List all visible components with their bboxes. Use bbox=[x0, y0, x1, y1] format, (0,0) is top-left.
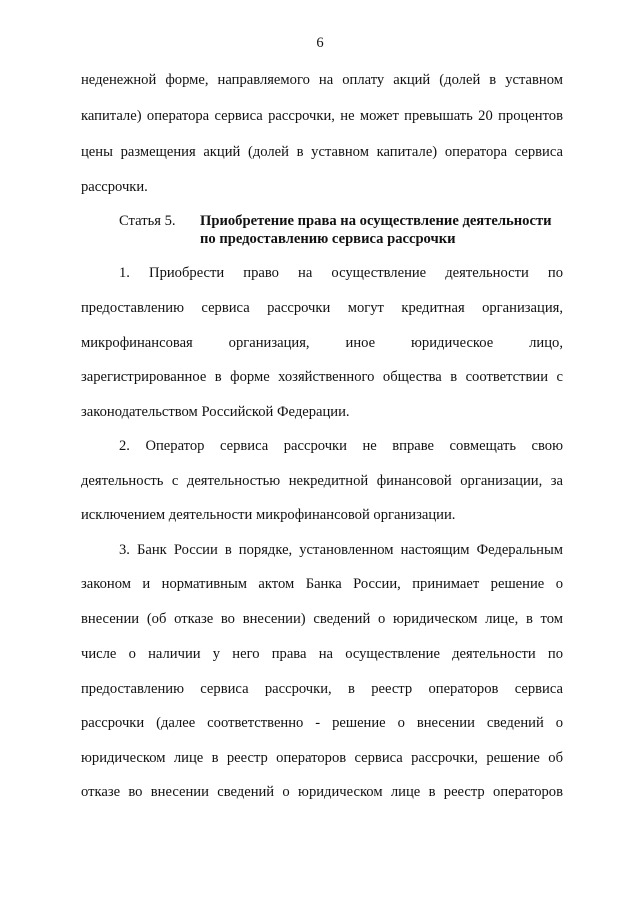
text-line: зарегистрированное в форме хозяйственного общества в соответствии с bbox=[81, 369, 563, 385]
page-number: 6 bbox=[316, 35, 324, 51]
article-label: Статья 5. bbox=[119, 213, 176, 229]
text-line: предоставлению сервиса рассрочки, в реестр операторов сервиса bbox=[81, 681, 563, 697]
article-title-line: Приобретение права на осуществление деятельности bbox=[200, 213, 552, 229]
text-line: 1. Приобрести право на осуществление деятельности по bbox=[119, 265, 563, 281]
text-line: предоставлению сервиса рассрочки могут кредитная организация, bbox=[81, 300, 563, 316]
text-line: числе о наличии у него права на осуществление деятельности по bbox=[81, 646, 563, 662]
text-line: цены размещения акций (долей в уставном капитале) оператора сервиса bbox=[81, 144, 563, 160]
text-line: 3. Банк России в порядке, установленном настоящим Федеральным bbox=[119, 542, 563, 558]
text-line: 2. Оператор сервиса рассрочки не вправе совмещать свою bbox=[119, 438, 563, 454]
text-line: отказе во внесении сведений о юридическом лице в реестр операторов bbox=[81, 784, 563, 800]
text-line: неденежной форме, направляемого на оплату акций (долей в уставном bbox=[81, 72, 563, 88]
text-line: микрофинансовая организация, иное юридическое лицо, bbox=[81, 335, 563, 351]
text-line: законодательством Российской Федерации. bbox=[81, 404, 350, 420]
text-line: деятельность с деятельностью некредитной финансовой организации, за bbox=[81, 473, 563, 489]
text-line: исключением деятельности микрофинансовой организации. bbox=[81, 507, 456, 523]
text-line: законом и нормативным актом Банка России, принимает решение о bbox=[81, 576, 563, 592]
article-title-line: по предоставлению сервиса рассрочки bbox=[200, 231, 456, 247]
text-line: рассрочки (далее соответственно - решение о внесении сведений о bbox=[81, 715, 563, 731]
text-line: рассрочки. bbox=[81, 179, 148, 195]
text-line: внесении (об отказе во внесении) сведений о юридическом лице, в том bbox=[81, 611, 563, 627]
text-line: юридическом лице в реестр операторов сервиса рассрочки, решение об bbox=[81, 750, 563, 766]
text-line: капитале) оператора сервиса рассрочки, не может превышать 20 процентов bbox=[81, 108, 563, 124]
